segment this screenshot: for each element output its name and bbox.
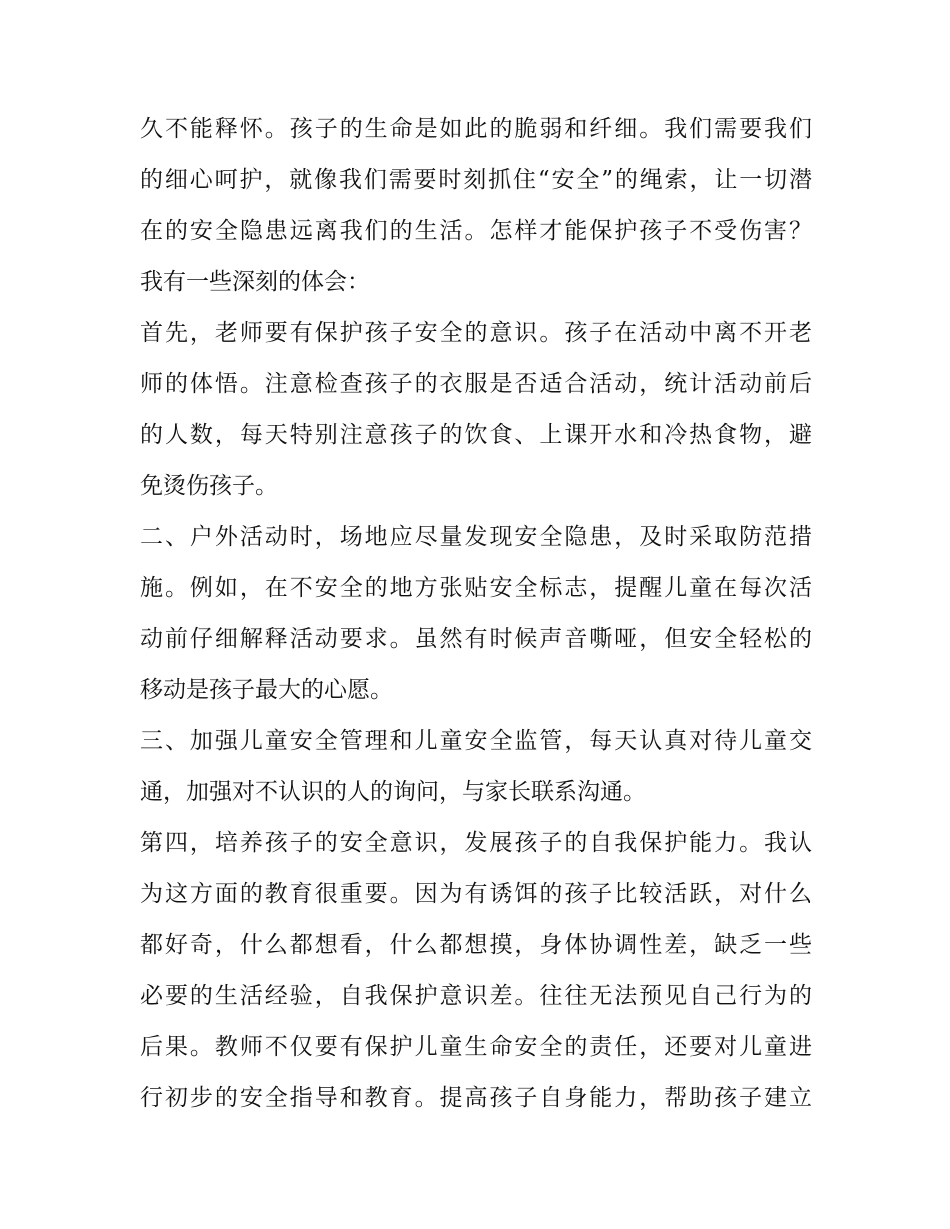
text-line: 为这方面的教育很重要。因为有诱饵的孩子比较活跃，对什么 (140, 881, 812, 907)
text-line: 我有一些深刻的体会： (140, 269, 370, 295)
text-line: 第四，培养孩子的安全意识，发展孩子的自我保护能力。我认 (140, 830, 812, 856)
body-text (140, 104, 812, 1124)
text-line: 必要的生活经验，自我保护意识差。往往无法预见自己行为的 (140, 983, 812, 1009)
text-line: 的人数，每天特别注意孩子的饮食、上课开水和冷热食物，避 (140, 422, 812, 448)
text-line: 二、户外活动时，场地应尽量发现安全隐患，及时采取防范措 (140, 524, 812, 550)
text-line: 后果。教师不仅要有保护儿童生命安全的责任，还要对儿童进 (140, 1034, 812, 1060)
text-line: 移动是孩子最大的心愿。 (140, 677, 393, 703)
text-line: 师的体悟。注意检查孩子的衣服是否适合活动，统计活动前后 (140, 371, 812, 397)
text-line: 免烫伤孩子。 (140, 473, 278, 499)
text-line: 都好奇，什么都想看，什么都想摸，身体协调性差，缺乏一些 (140, 932, 812, 958)
text-line: 久不能释怀。孩子的生命是如此的脆弱和纤细。我们需要我们 (140, 116, 812, 142)
text-line: 施。例如，在不安全的地方张贴安全标志，提醒儿童在每次活 (140, 575, 812, 601)
text-line: 首先，老师要有保护孩子安全的意识。孩子在活动中离不开老 (140, 320, 812, 346)
text-line: 在的安全隐患远离我们的生活。怎样才能保护孩子不受伤害？ (140, 218, 812, 244)
text-line: 的细心呵护，就像我们需要时刻抓住“安全”的绳索，让一切潜 (140, 167, 812, 193)
text-line: 三、加强儿童安全管理和儿童安全监管，每天认真对待儿童交 (140, 728, 812, 754)
text-line: 行初步的安全指导和教育。提高孩子自身能力，帮助孩子建立 (140, 1085, 812, 1111)
text-line: 动前仔细解释活动要求。虽然有时候声音嘶哑，但安全轻松的 (140, 626, 812, 652)
text-line: 通，加强对不认识的人的询问，与家长联系沟通。 (140, 779, 646, 805)
